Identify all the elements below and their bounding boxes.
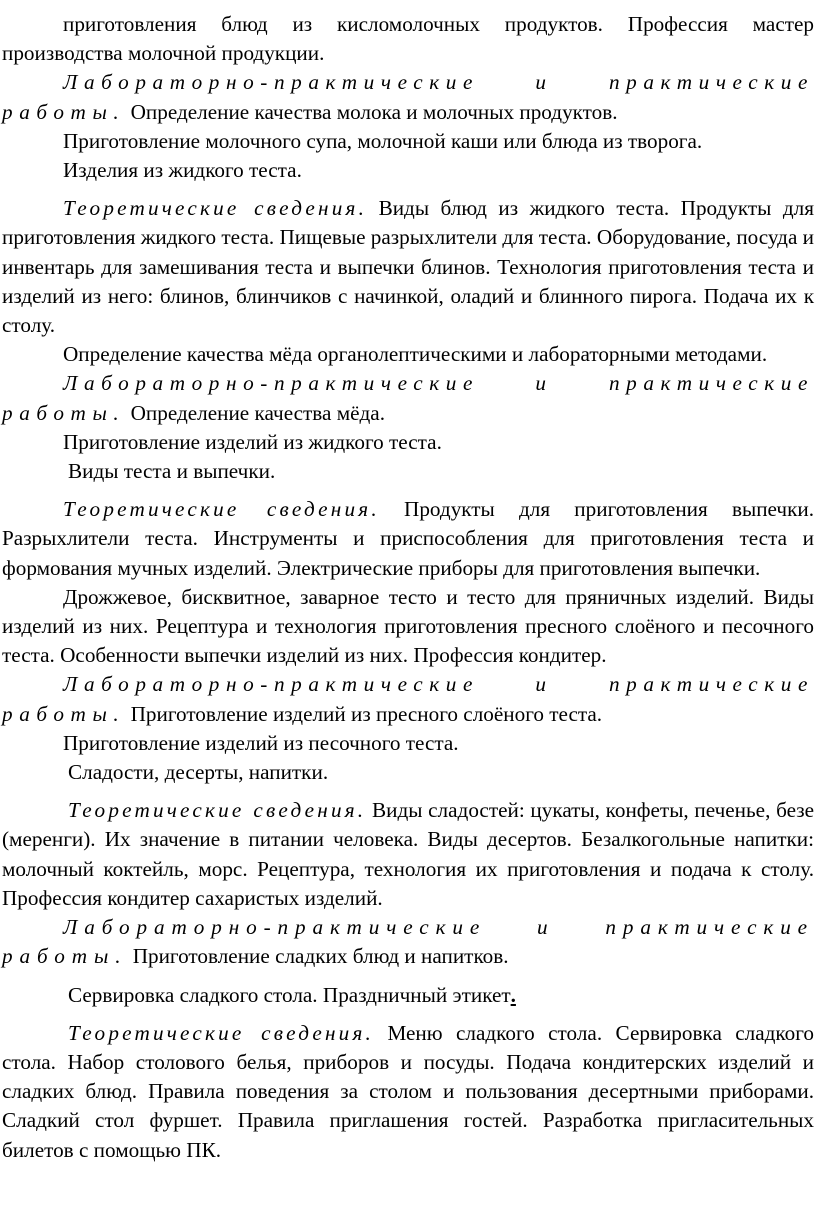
paragraph: [2, 428, 814, 457]
paragraph-lead: Теоретические сведения.: [63, 196, 368, 221]
paragraph-lead: Теоретические сведения.: [68, 1020, 375, 1045]
section-heading: [2, 156, 814, 185]
paragraph-lead: Лабораторно-практические и практические работы.: [2, 915, 814, 969]
paragraph: [2, 913, 814, 971]
paragraph: [2, 495, 814, 583]
paragraph: [2, 1019, 814, 1165]
paragraph: [2, 340, 814, 369]
heading-text: Виды теста и выпечки.: [68, 459, 276, 484]
paragraph-lead: Лабораторно-практические и практические работы.: [2, 672, 814, 726]
paragraph-text: Меню сладкого стола. Сервировка сладкого стола. Набор столового белья, приборов и посуды. Подача кондитерских изделий и сладких блюд. Правила поведения за столом и пользования десертными приборами. Сладкий стол фуршет. Правила приглашения гостей. Разработка пригласительных билетов с помощью ПК.: [2, 1020, 814, 1162]
paragraph: [2, 583, 814, 671]
section-heading: [2, 758, 814, 787]
paragraph-text: Дрожжевое, бисквитное, заварное тесто и тесто для пряничных изделий. Виды изделий из них. Рецептура и технология приготовления пресного слоёного и песочного теста. Особенности выпечки изделий из них. Профессия кондитер.: [2, 584, 814, 668]
paragraph: [2, 796, 814, 913]
heading-text: Сервировка сладкого стола. Праздничный этикет: [68, 982, 511, 1007]
paragraph-text: Приготовление изделий из жидкого теста.: [63, 429, 442, 454]
heading-underlined-period: .: [510, 982, 516, 1007]
paragraph: [2, 369, 814, 427]
paragraph: [2, 68, 814, 126]
paragraph: [2, 127, 814, 156]
section-heading: [2, 457, 814, 486]
heading-text: Изделия из жидкого теста.: [63, 158, 302, 183]
paragraph-text: Виды блюд из жидкого теста. Продукты для приготовления жидкого теста. Пищевые разрыхлители для теста. Оборудование, посуда и инвентарь для замешивания теста и выпечки блинов. Технология приготовления теста и изделий из него: блинов, блинчиков с начинкой, оладий и блинного пирога. Подача их к столу.: [2, 196, 814, 338]
paragraph-text: Продукты для приготовления выпечки. Разрыхлители теста. Инструменты и приспособления для приготовления теста и формования мучных изделий. Электрические приборы для приготовления выпечки.: [2, 497, 815, 580]
paragraph-text: Определение качества мёда органолептическими и лабораторными методами.: [63, 342, 768, 367]
section-heading: [2, 981, 814, 1010]
paragraph-text: Определение качества мёда.: [130, 400, 386, 425]
paragraph-lead: Теоретические сведения.: [63, 497, 380, 522]
paragraph: [2, 729, 814, 758]
paragraph-lead: Теоретические сведения.: [68, 798, 367, 823]
heading-text: Сладости, десерты, напитки.: [68, 760, 329, 785]
paragraph: [2, 10, 814, 68]
paragraph: [2, 670, 814, 728]
paragraph-text: Определение качества молока и молочных продуктов.: [130, 99, 618, 124]
paragraph-text: Виды сладостей: цукаты, конфеты, печенье, безе (меренги). Их значение в питании человека. Виды десертов. Безалкогольные напитки: молочный коктейль, морс. Рецептура, технология их приготовления и подача к столу. Профессия кондитер сахаристых изделий.: [2, 798, 814, 910]
paragraph-text: Приготовление сладких блюд и напитков.: [132, 944, 509, 969]
paragraph-text: Приготовление изделий из пресного слоёного теста.: [130, 701, 603, 726]
paragraph-text: Приготовление молочного супа, молочной каши или блюда из творога.: [63, 128, 703, 153]
paragraph: [2, 194, 814, 340]
paragraph-lead: Лабораторно-практические и практические работы.: [2, 371, 814, 425]
paragraph-text: приготовления блюд из кисломолочных продуктов. Профессия мастер производства молочной продукции.: [2, 12, 814, 66]
paragraph-lead: Лабораторно-практические и практические работы.: [2, 70, 814, 124]
paragraph-text: Приготовление изделий из песочного теста.: [63, 730, 459, 755]
